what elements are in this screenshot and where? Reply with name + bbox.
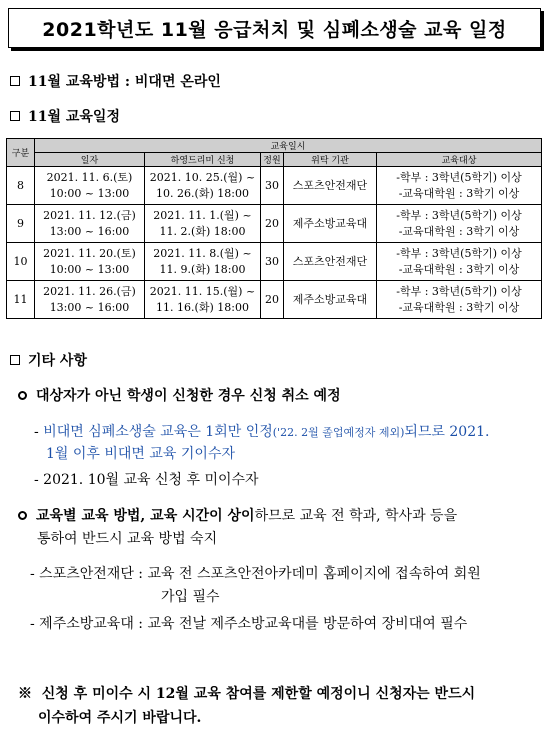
square-bullet-icon [10, 355, 20, 365]
table-row [7, 281, 542, 319]
apply-end: 11. 9.(화) 18:00 [159, 262, 246, 276]
row-date [35, 243, 145, 281]
row-capacity: 20 [261, 281, 284, 319]
time-line: 10:00 ~ 13:00 [49, 262, 130, 276]
circle-bullet-icon [18, 391, 27, 400]
item2-sub1-line1: - 스포츠안전재단 : 교육 전 스포츠안전아카데미 홈페이지에 접속하여 회원 [30, 566, 481, 582]
row-num: 10 [7, 243, 35, 281]
dash-prefix: - [34, 424, 44, 440]
table-header-row [7, 139, 542, 153]
item1-sub1-line2: 1월 이후 비대면 교육 기이수자 [46, 446, 235, 462]
col-num-header: 구분 [7, 139, 35, 167]
page-title: 2021학년도 11월 응급처치 및 심폐소생술 교육 일정 [42, 18, 507, 41]
item2-sub2: - 제주소방교육대 : 교육 전날 제주소방교육대를 방문하여 장비대여 필수 [30, 616, 468, 632]
item2-heading-bold: 교육별 교육 방법, 교육 시간이 상이 [36, 508, 255, 524]
item2-heading-rest: 하므로 교육 전 학과, 학사과 등을 [254, 508, 458, 524]
table-row [7, 167, 542, 205]
square-bullet-icon [10, 76, 20, 86]
date-line: 2021. 11. 6.(토) [46, 170, 133, 184]
target-line: -학부 : 3학년(5학기) 이상 [396, 284, 522, 298]
apply-end: 11. 16.(화) 18:00 [156, 300, 249, 314]
note-mark: ※ [18, 686, 32, 702]
time-line: 10:00 ~ 13:00 [49, 186, 130, 200]
row-apply [145, 205, 261, 243]
row-org: 스포츠안전재단 [284, 243, 377, 281]
note-line2: 이수하여 주시기 바랍니다. [38, 710, 202, 726]
title-box [8, 8, 541, 48]
row-date [35, 281, 145, 319]
row-capacity: 20 [261, 205, 284, 243]
time-line: 13:00 ~ 16:00 [49, 224, 130, 238]
row-org: 제주소방교육대 [284, 281, 377, 319]
col-group-header: 교육일시 [35, 139, 542, 153]
col-target-header: 교육대상 [377, 153, 542, 167]
item1-sub1-blue: 비대면 심폐소생술 교육은 1회만 인정 [43, 424, 273, 440]
row-num: 9 [7, 205, 35, 243]
table-row [7, 205, 542, 243]
row-apply [145, 281, 261, 319]
section-method [10, 71, 221, 91]
date-line: 2021. 11. 20.(토) [43, 246, 136, 260]
apply-end: 10. 26.(화) 18:00 [156, 186, 249, 200]
table-subheader-row [7, 153, 542, 167]
row-date [35, 205, 145, 243]
row-target [377, 281, 542, 319]
col-capacity-header: 정원 [261, 153, 284, 167]
target-line: -교육대학원 : 3학기 이상 [398, 224, 520, 238]
item2-heading [18, 504, 457, 528]
target-line: -교육대학원 : 3학기 이상 [398, 186, 520, 200]
item1-heading [18, 385, 341, 405]
item1-sub1-small: ('22. 2월 졸업예정자 제외) [272, 426, 405, 439]
target-line: -교육대학원 : 3학기 이상 [398, 262, 520, 276]
row-target [377, 243, 542, 281]
item2-heading-line2: 통하여 반드시 교육 방법 숙지 [37, 531, 218, 547]
row-org: 스포츠안전재단 [284, 167, 377, 205]
row-org: 제주소방교육대 [284, 205, 377, 243]
schedule-table [6, 138, 542, 319]
row-date [35, 167, 145, 205]
target-line: -학부 : 3학년(5학기) 이상 [396, 170, 522, 184]
date-line: 2021. 11. 12.(금) [43, 208, 136, 222]
item1-sub1-line1 [34, 421, 489, 444]
row-target [377, 167, 542, 205]
target-line: -교육대학원 : 3학기 이상 [398, 300, 520, 314]
row-capacity: 30 [261, 243, 284, 281]
row-num: 8 [7, 167, 35, 205]
target-line: -학부 : 3학년(5학기) 이상 [396, 246, 522, 260]
notice [18, 682, 543, 730]
row-num: 11 [7, 281, 35, 319]
apply-end: 11. 2.(화) 18:00 [159, 224, 246, 238]
apply-start: 2021. 11. 1.(월) ~ [153, 208, 252, 222]
apply-start: 2021. 11. 8.(월) ~ [153, 246, 252, 260]
apply-start: 2021. 10. 25.(월) ~ [149, 170, 256, 184]
item1-sub1-tail: 되므로 2021. [404, 424, 490, 440]
section-schedule-label: 11월 교육일정 [28, 109, 120, 125]
table-row [7, 243, 542, 281]
section-etc [10, 350, 87, 370]
section-method-label: 11월 교육방법 : 비대면 온라인 [28, 74, 221, 90]
section-etc-label: 기타 사항 [28, 353, 87, 369]
row-capacity: 30 [261, 167, 284, 205]
item1-sub2: - 2021. 10월 교육 신청 후 미이수자 [34, 472, 259, 488]
time-line: 13:00 ~ 16:00 [49, 300, 130, 314]
section-schedule [10, 106, 120, 126]
row-apply [145, 167, 261, 205]
col-date-header: 일자 [35, 153, 145, 167]
row-target [377, 205, 542, 243]
circle-bullet-icon [18, 511, 27, 520]
apply-start: 2021. 11. 15.(월) ~ [149, 284, 256, 298]
item2-sub1-line2: 가입 필수 [161, 589, 220, 605]
item1-heading-text: 대상자가 아닌 학생이 신청한 경우 신청 취소 예정 [36, 388, 341, 404]
date-line: 2021. 11. 26.(금) [43, 284, 136, 298]
col-org-header: 위탁 기관 [284, 153, 377, 167]
square-bullet-icon [10, 111, 20, 121]
target-line: -학부 : 3학년(5학기) 이상 [396, 208, 522, 222]
col-apply-header: 하영드리미 신청 [145, 153, 261, 167]
note-line1: 신청 후 미이수 시 12월 교육 참여를 제한할 예정이니 신청자는 반드시 [41, 686, 476, 702]
row-apply [145, 243, 261, 281]
